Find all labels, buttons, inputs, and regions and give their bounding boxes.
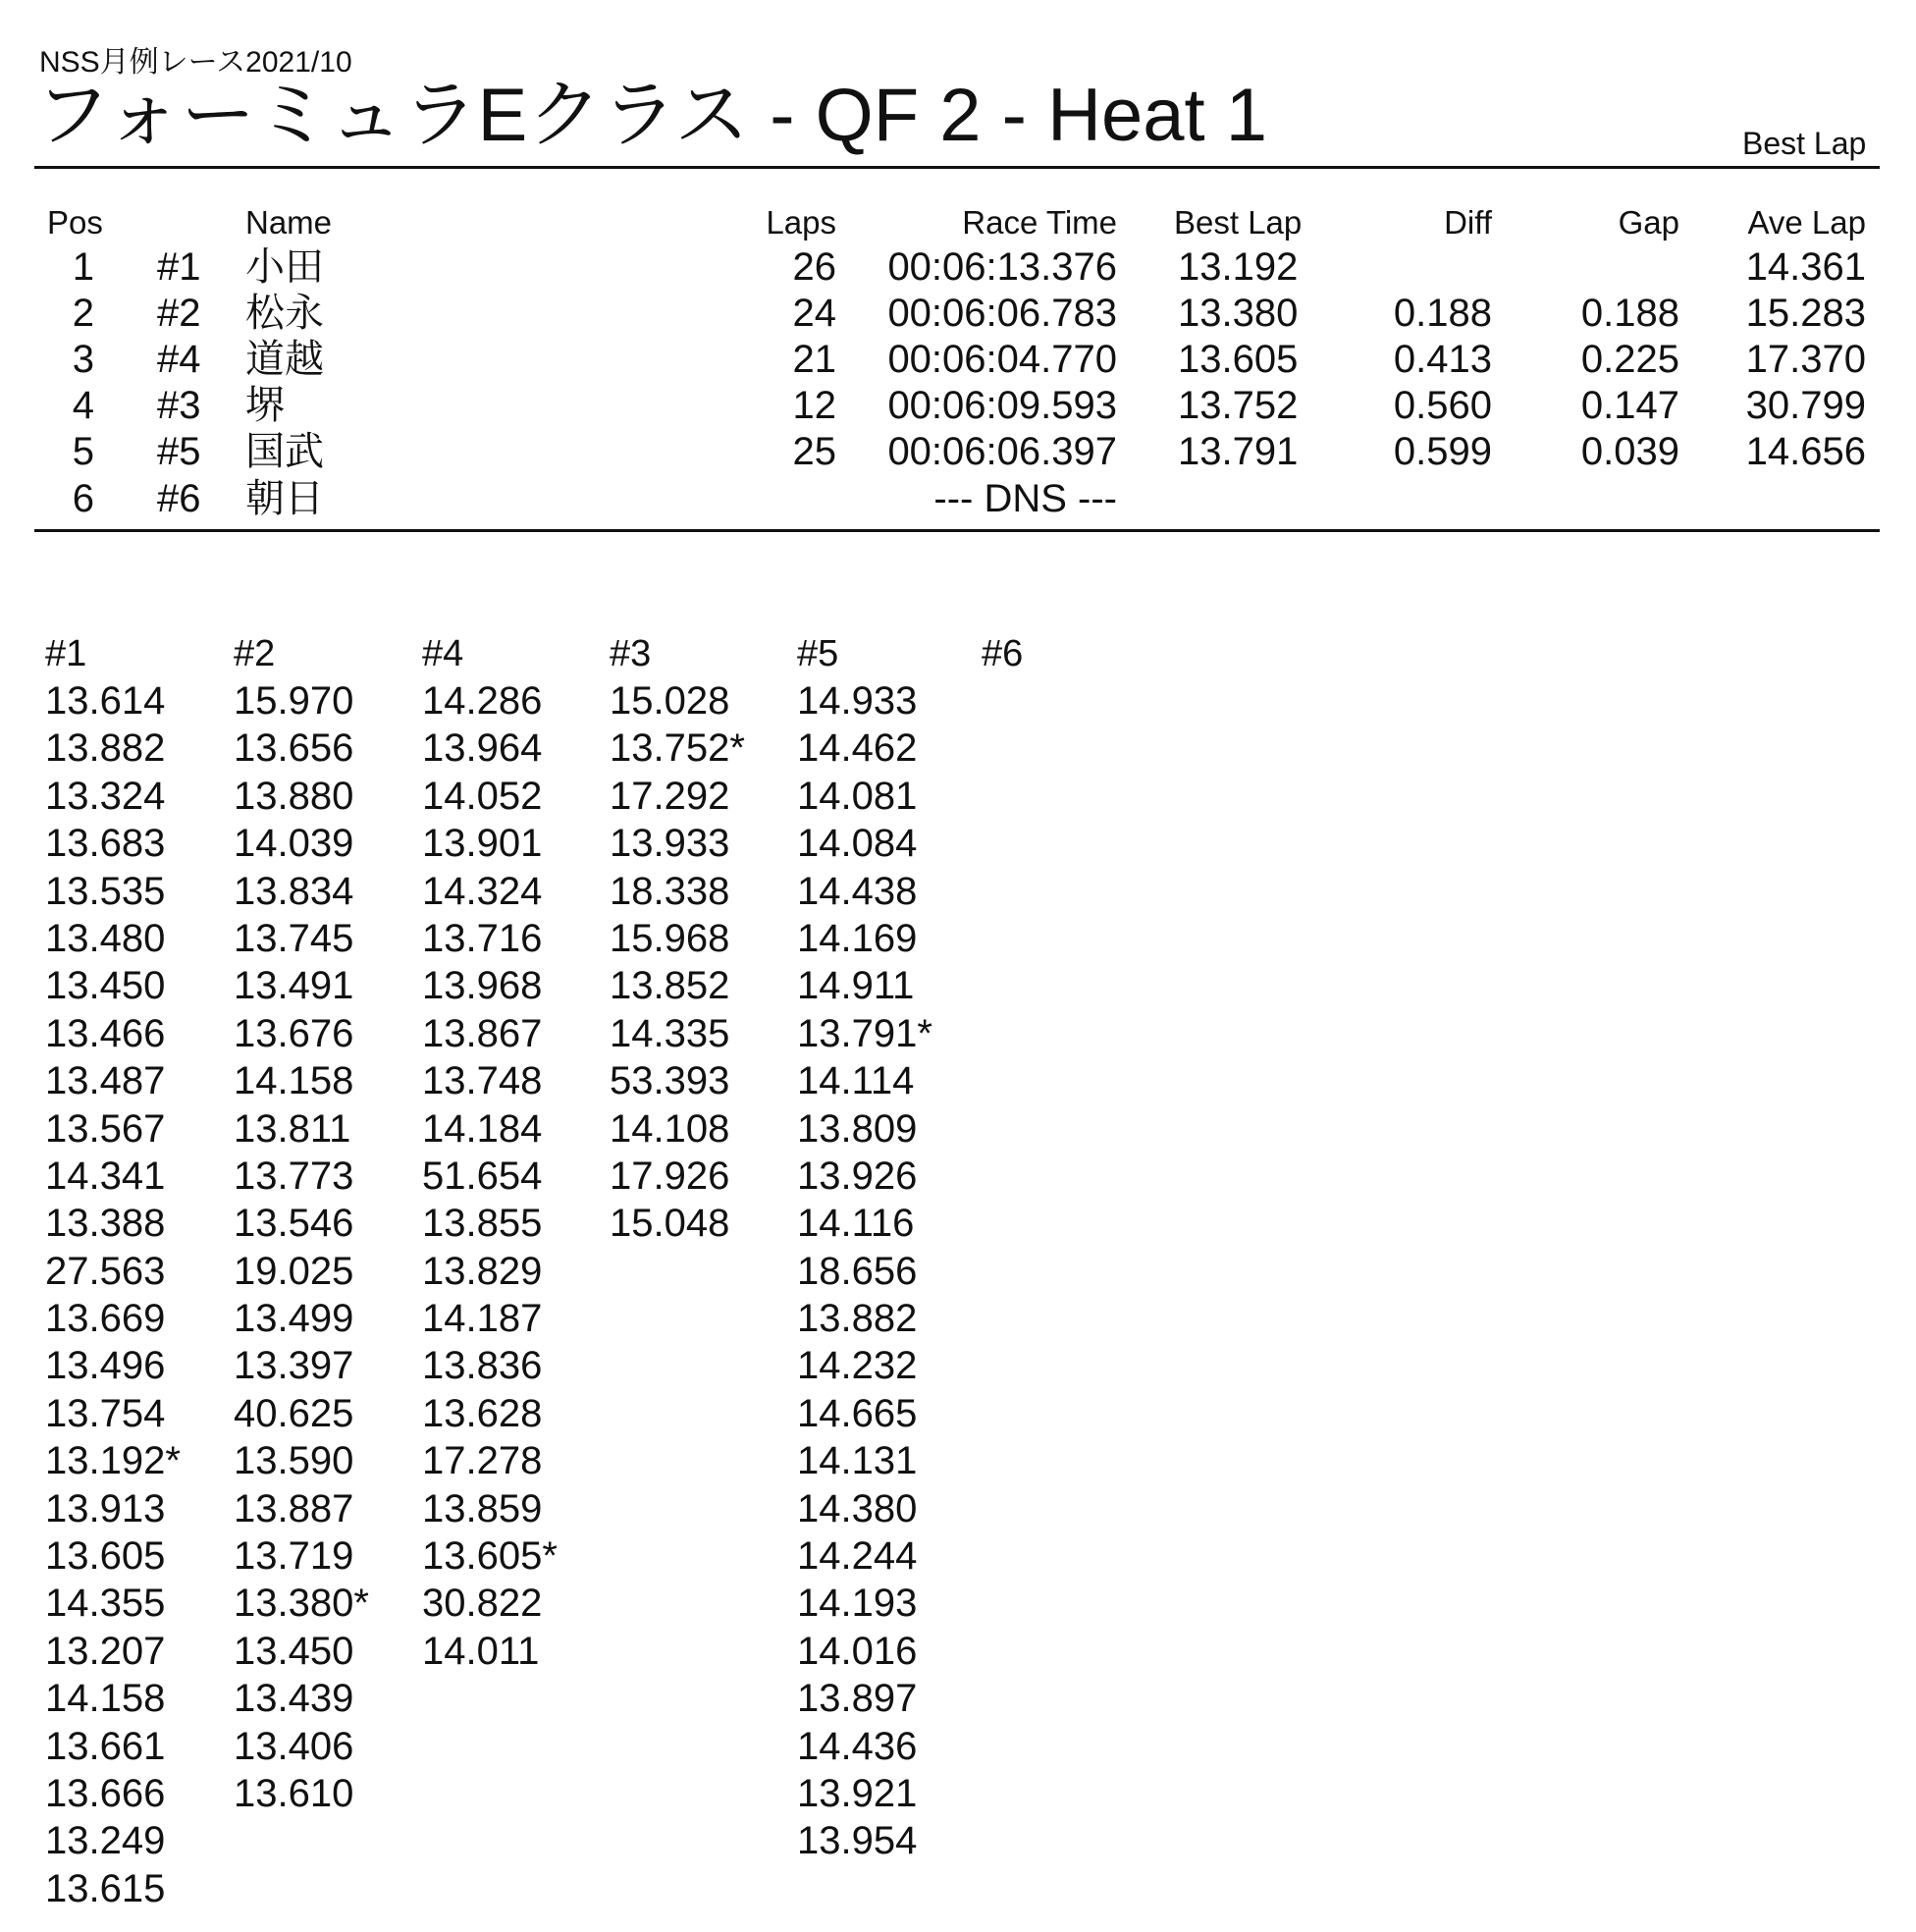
lap-time: 13.397 <box>234 1344 354 1388</box>
lap-time: 13.855 <box>422 1202 543 1246</box>
lap-time: 14.131 <box>797 1439 918 1483</box>
lap-time: 13.859 <box>422 1486 543 1530</box>
lap-time: 13.380* <box>234 1582 369 1626</box>
result-cell-race-time: 00:06:06.783 <box>887 292 1117 335</box>
result-cell-race-time: 00:06:13.376 <box>887 245 1117 289</box>
lap-time: 18.656 <box>797 1249 918 1293</box>
result-cell-name: 堺 <box>245 384 285 427</box>
lap-time: 15.048 <box>610 1202 730 1246</box>
lap-time: 13.661 <box>45 1724 166 1768</box>
result-cell-laps: 24 <box>792 292 836 335</box>
lap-time: 14.184 <box>422 1106 543 1151</box>
result-cell-name: 朝日 <box>245 477 324 520</box>
lap-time: 13.605 <box>45 1534 166 1579</box>
lap-time: 13.791* <box>797 1011 932 1055</box>
lap-time: 13.388 <box>45 1202 166 1246</box>
lap-column-header: #4 <box>422 633 464 674</box>
result-cell-gap: 0.039 <box>1580 430 1679 473</box>
result-cell-car: #1 <box>157 245 201 289</box>
col-header-name: Name <box>245 204 333 241</box>
result-cell-car: #2 <box>157 292 201 335</box>
result-cell-race-time: 00:06:09.593 <box>887 384 1117 427</box>
result-cell-name: 松永 <box>245 292 324 335</box>
col-header-gap: Gap <box>1618 204 1679 241</box>
lap-time: 13.829 <box>422 1249 543 1293</box>
result-cell-best-lap: 13.791 <box>1178 430 1299 473</box>
lap-time: 13.496 <box>45 1344 166 1388</box>
lap-time: 13.752* <box>610 726 745 771</box>
lap-time: 14.011 <box>422 1629 540 1673</box>
lap-time: 15.968 <box>610 916 730 960</box>
lap-time: 13.676 <box>234 1011 354 1055</box>
result-cell-car: #4 <box>157 338 201 381</box>
lap-time: 13.954 <box>797 1819 918 1863</box>
lap-time: 13.491 <box>234 964 354 1008</box>
lap-time: 27.563 <box>45 1249 166 1293</box>
lap-time: 13.754 <box>45 1391 166 1435</box>
col-header-ave-lap: Ave Lap <box>1747 204 1866 241</box>
lap-column <box>797 630 974 1865</box>
result-cell-gap: 0.147 <box>1580 384 1679 427</box>
lap-column <box>422 630 599 1675</box>
lap-time: 13.716 <box>422 916 543 960</box>
result-cell-race-time: --- DNS --- <box>933 477 1117 520</box>
lap-time: 14.081 <box>797 774 918 818</box>
lap-time: 13.834 <box>234 869 354 913</box>
lap-time: 13.614 <box>45 679 166 723</box>
result-cell-race-time: 00:06:06.397 <box>887 430 1117 473</box>
result-cell-diff: 0.560 <box>1393 384 1492 427</box>
col-header-laps: Laps <box>766 204 836 241</box>
lap-time: 53.393 <box>610 1059 730 1103</box>
lap-time: 14.039 <box>234 822 354 866</box>
lap-time: 14.335 <box>610 1011 730 1055</box>
result-cell-ave-lap: 14.656 <box>1745 430 1866 473</box>
lap-time: 13.964 <box>422 726 543 771</box>
lap-time: 13.192* <box>45 1439 181 1483</box>
result-cell-laps: 12 <box>792 384 836 427</box>
col-header-race-time: Race Time <box>962 204 1117 241</box>
lap-time: 14.244 <box>797 1534 918 1579</box>
lap-time: 13.852 <box>610 964 730 1008</box>
result-cell-pos: 2 <box>72 292 94 335</box>
lap-time: 14.286 <box>422 679 543 723</box>
lap-time: 13.324 <box>45 774 166 818</box>
lap-time: 14.187 <box>422 1297 543 1341</box>
result-cell-diff: 0.413 <box>1393 338 1492 381</box>
lap-time: 14.016 <box>797 1629 918 1673</box>
col-header-best-lap: Best Lap <box>1174 204 1303 241</box>
lap-time: 13.487 <box>45 1059 166 1103</box>
result-cell-pos: 6 <box>72 477 94 520</box>
lap-time: 13.880 <box>234 774 354 818</box>
result-cell-ave-lap: 15.283 <box>1745 292 1866 335</box>
lap-time: 14.108 <box>610 1106 730 1151</box>
lap-time: 13.480 <box>45 916 166 960</box>
lap-time: 13.745 <box>234 916 354 960</box>
lap-time: 13.499 <box>234 1297 354 1341</box>
lap-time: 14.193 <box>797 1582 918 1626</box>
lap-time: 14.158 <box>45 1677 166 1721</box>
lap-time: 14.911 <box>797 964 915 1008</box>
lap-time: 13.887 <box>234 1486 354 1530</box>
result-cell-laps: 25 <box>792 430 836 473</box>
lap-time: 13.882 <box>45 726 166 771</box>
lap-time: 15.970 <box>234 679 354 723</box>
result-cell-laps: 26 <box>792 245 836 289</box>
result-cell-best-lap: 13.752 <box>1178 384 1299 427</box>
lap-time: 13.656 <box>234 726 354 771</box>
lap-time: 14.665 <box>797 1391 918 1435</box>
lap-time: 40.625 <box>234 1391 354 1435</box>
lap-time: 13.535 <box>45 869 166 913</box>
lap-time: 14.324 <box>422 869 543 913</box>
lap-column <box>610 630 786 1248</box>
lap-time: 14.114 <box>797 1059 915 1103</box>
lap-column-header: #2 <box>234 633 276 674</box>
lap-time: 13.466 <box>45 1011 166 1055</box>
lap-time: 13.669 <box>45 1297 166 1341</box>
lap-time: 13.882 <box>797 1297 918 1341</box>
lap-time: 17.292 <box>610 774 730 818</box>
lap-column <box>982 630 1158 677</box>
lap-time: 13.546 <box>234 1202 354 1246</box>
result-cell-pos: 1 <box>72 245 94 289</box>
result-cell-name: 道越 <box>245 338 324 381</box>
lap-time: 13.683 <box>45 822 166 866</box>
result-cell-name: 国武 <box>245 430 324 473</box>
lap-time: 13.921 <box>797 1771 918 1815</box>
document-title: フォーミュラEクラス - QF 2 - Heat 1 <box>35 74 1268 157</box>
lap-time: 13.249 <box>45 1819 166 1863</box>
lap-time: 14.438 <box>797 869 918 913</box>
result-cell-pos: 3 <box>72 338 94 381</box>
lap-time: 13.439 <box>234 1677 354 1721</box>
result-cell-car: #6 <box>157 477 201 520</box>
lap-time: 14.232 <box>797 1344 918 1388</box>
result-cell-best-lap: 13.380 <box>1178 292 1299 335</box>
lap-column-header: #1 <box>45 633 87 674</box>
lap-time: 13.809 <box>797 1106 918 1151</box>
lap-column-header: #5 <box>797 633 839 674</box>
result-cell-car: #3 <box>157 384 201 427</box>
lap-time: 14.158 <box>234 1059 354 1103</box>
lap-time: 51.654 <box>422 1154 543 1198</box>
result-cell-best-lap: 13.605 <box>1178 338 1299 381</box>
lap-time: 14.116 <box>797 1202 915 1246</box>
lap-time: 13.773 <box>234 1154 354 1198</box>
lap-time: 14.052 <box>422 774 543 818</box>
lap-time: 13.567 <box>45 1106 166 1151</box>
lap-time: 15.028 <box>610 679 730 723</box>
result-cell-ave-lap: 14.361 <box>1745 245 1866 289</box>
lap-column <box>234 630 410 1817</box>
best-lap-tag: Best Lap <box>1742 126 1867 161</box>
lap-time: 13.666 <box>45 1771 166 1815</box>
lap-time: 17.278 <box>422 1439 543 1483</box>
lap-time: 13.610 <box>234 1771 354 1815</box>
lap-time: 13.719 <box>234 1534 354 1579</box>
document-subtitle: NSS月例レース2021/10 <box>39 46 352 79</box>
header-rule <box>34 166 1880 169</box>
lap-time: 13.811 <box>234 1106 351 1151</box>
result-cell-gap: 0.188 <box>1580 292 1679 335</box>
result-cell-diff: 0.188 <box>1393 292 1492 335</box>
lap-time: 13.897 <box>797 1677 918 1721</box>
lap-time: 19.025 <box>234 1249 354 1293</box>
lap-time: 14.380 <box>797 1486 918 1530</box>
lap-time: 13.207 <box>45 1629 166 1673</box>
lap-time: 14.436 <box>797 1724 918 1768</box>
lap-time: 14.169 <box>797 916 918 960</box>
lap-time: 13.748 <box>422 1059 543 1103</box>
result-cell-pos: 5 <box>72 430 94 473</box>
lap-time: 13.926 <box>797 1154 918 1198</box>
lap-time: 13.605* <box>422 1534 558 1579</box>
result-cell-ave-lap: 30.799 <box>1745 384 1866 427</box>
lap-time: 30.822 <box>422 1582 543 1626</box>
result-cell-laps: 21 <box>792 338 836 381</box>
col-header-pos: Pos <box>47 204 103 241</box>
lap-time: 13.913 <box>45 1486 166 1530</box>
result-cell-ave-lap: 17.370 <box>1745 338 1866 381</box>
result-cell-car: #5 <box>157 430 201 473</box>
lap-time: 13.450 <box>45 964 166 1008</box>
lap-column-header: #6 <box>982 633 1024 674</box>
col-header-diff: Diff <box>1444 204 1492 241</box>
lap-time: 13.968 <box>422 964 543 1008</box>
result-cell-gap: 0.225 <box>1580 338 1679 381</box>
lap-time: 13.628 <box>422 1391 543 1435</box>
lap-time: 14.084 <box>797 822 918 866</box>
lap-column-header: #3 <box>610 633 652 674</box>
lap-time: 13.590 <box>234 1439 354 1483</box>
result-cell-best-lap: 13.192 <box>1178 245 1299 289</box>
lap-time: 14.462 <box>797 726 918 771</box>
lap-time: 13.836 <box>422 1344 543 1388</box>
lap-time: 17.926 <box>610 1154 730 1198</box>
lap-time: 13.615 <box>45 1866 166 1910</box>
lap-time: 13.867 <box>422 1011 543 1055</box>
lap-time: 14.355 <box>45 1582 166 1626</box>
result-cell-race-time: 00:06:04.770 <box>887 338 1117 381</box>
result-cell-diff: 0.599 <box>1393 430 1492 473</box>
lap-time: 13.901 <box>422 822 543 866</box>
lap-time: 13.450 <box>234 1629 354 1673</box>
lap-time: 13.933 <box>610 822 730 866</box>
lap-time: 13.406 <box>234 1724 354 1768</box>
lap-time: 18.338 <box>610 869 730 913</box>
result-cell-name: 小田 <box>245 245 324 289</box>
result-cell-pos: 4 <box>72 384 94 427</box>
lap-time: 14.341 <box>45 1154 166 1198</box>
lap-column <box>45 630 222 1912</box>
results-rule <box>34 529 1880 532</box>
lap-time: 14.933 <box>797 679 918 723</box>
